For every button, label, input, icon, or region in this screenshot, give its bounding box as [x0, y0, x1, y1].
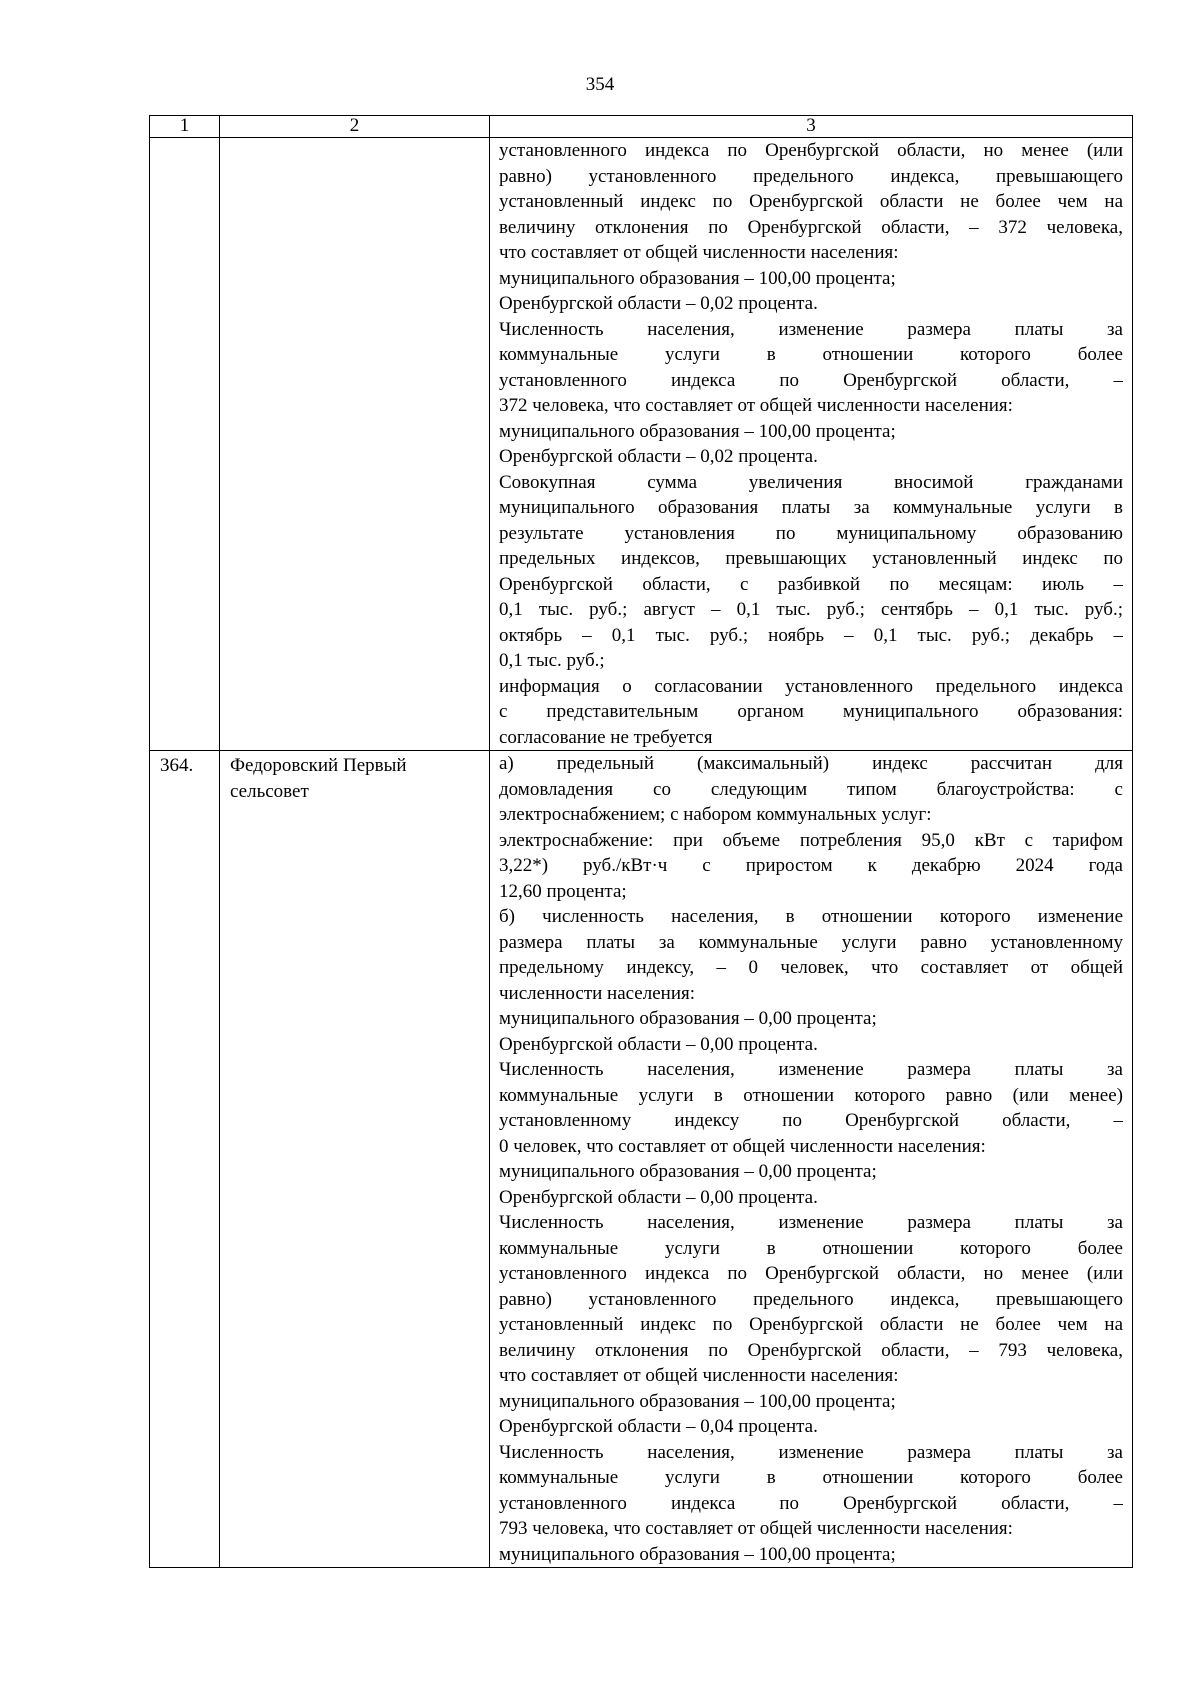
text-line: установленного индекса по Оренбургской области, но менее (или — [499, 1263, 1123, 1284]
text-line: равно) установленного предельного индекса, превышающего — [499, 165, 1123, 187]
text-line: домовладения со следующим типом благоустройства: с — [499, 778, 1123, 800]
text-line: Оренбургской области – 0,04 процента. — [499, 1416, 818, 1437]
municipality-name-cell — [220, 138, 490, 751]
text-line: электроснабжением; с набором коммунальных услуг: — [499, 804, 932, 825]
text-line: 793 человека, что составляет от общей численности населения: — [499, 1518, 1013, 1539]
text-line: коммунальные услуги в отношении которого более — [499, 1237, 1123, 1259]
row-number-cell — [150, 138, 220, 751]
header-cell-1: 1 — [150, 116, 220, 138]
text-line: б) численность населения, в отношении которого изменение — [499, 906, 1123, 927]
text-line: Оренбургской области – 0,00 процента. — [499, 1186, 818, 1208]
text-line: установленного индекса по Оренбургской области, но менее (или — [499, 140, 1123, 161]
municipality-name-cell: Федоровский Первый сельсовет — [220, 751, 490, 1568]
text-line: Оренбургской области, с разбивкой по месяцам: июль – — [499, 573, 1123, 595]
header-cell-3: 3 — [490, 116, 1133, 138]
text-line: что составляет от общей численности населения: — [499, 242, 899, 263]
text-line: 12,60 процента; — [499, 880, 627, 902]
text-line: Численность населения, изменение размера платы за — [499, 1441, 1123, 1463]
text-line: Оренбургской области – 0,02 процента. — [499, 293, 818, 314]
text-line: установленного индекса по Оренбургской области, – — [499, 369, 1123, 391]
document-table — [149, 115, 1133, 1568]
text-line: а) предельный (максимальный) индекс рассчитан для — [499, 753, 1123, 774]
text-line: 0,1 тыс. руб.; — [499, 650, 605, 671]
text-line: величину отклонения по Оренбургской области, – 793 человека, — [499, 1339, 1123, 1361]
text-line: муниципального образования платы за коммунальные услуги в — [499, 497, 1123, 518]
text-line: муниципального образования – 0,00 процента; — [499, 1008, 877, 1029]
row-number-cell: 364. — [150, 751, 220, 1568]
text-line: равно) установленного предельного индекса, превышающего — [499, 1288, 1123, 1310]
page-number: 354 — [585, 74, 615, 95]
text-line: муниципального образования – 100,00 процента; — [499, 1390, 896, 1412]
text-line: Совокупная сумма увеличения вносимой гражданами — [499, 471, 1123, 493]
text-line: установленного индекса по Оренбургской области, – — [499, 1492, 1123, 1514]
header-cell-2: 2 — [220, 116, 490, 138]
description-text — [499, 751, 1123, 1567]
text-line: электроснабжение: при объеме потребления 95,0 кВт с тарифом — [499, 829, 1123, 851]
description-cell — [490, 138, 1133, 751]
text-line: согласование не требуется — [499, 726, 713, 748]
text-line: 0 человек, что составляет от общей численности населения: — [499, 1135, 986, 1157]
text-line: муниципального образования – 0,00 процента; — [499, 1161, 877, 1182]
text-line: численности населения: — [499, 982, 696, 1004]
text-line: информация о согласовании установленного предельного индекса — [499, 675, 1123, 697]
text-line: что составляет от общей численности населения: — [499, 1365, 899, 1386]
text-line: Численность населения, изменение размера платы за — [499, 1212, 1123, 1233]
text-line: Оренбургской области – 0,00 процента. — [499, 1033, 818, 1055]
text-line: муниципального образования – 100,00 процента; — [499, 420, 896, 442]
text-line: коммунальные услуги в отношении которого более — [499, 1467, 1123, 1488]
description-cell — [490, 751, 1133, 1568]
text-line: муниципального образования – 100,00 процента; — [499, 1543, 896, 1565]
text-line: муниципального образования – 100,00 процента; — [499, 267, 896, 289]
text-line: установленный индекс по Оренбургской области не более чем на — [499, 191, 1123, 212]
table-row — [150, 751, 1133, 1568]
text-line: величину отклонения по Оренбургской области, – 372 человека, — [499, 216, 1123, 238]
text-line: Оренбургской области – 0,02 процента. — [499, 446, 818, 467]
text-line: с представительным органом муниципального образования: — [499, 701, 1123, 722]
table-row — [150, 138, 1133, 751]
text-line: результате установления по муниципальному образованию — [499, 522, 1123, 544]
text-line: 372 человека, что составляет от общей численности населения: — [499, 395, 1013, 416]
text-line: 3,22*) руб./кВт·ч с приростом к декабрю 2024 года — [499, 855, 1123, 876]
text-line: коммунальные услуги в отношении которого равно (или менее) — [499, 1084, 1123, 1106]
text-line: Численность населения, изменение размера платы за — [499, 1059, 1123, 1080]
text-line: размера платы за коммунальные услуги равно установленному — [499, 931, 1123, 953]
text-line: установленному индексу по Оренбургской области, – — [499, 1110, 1123, 1131]
text-line: Численность населения, изменение размера платы за — [499, 318, 1123, 340]
table-header-row — [150, 116, 1133, 138]
text-line: 0,1 тыс. руб.; август – 0,1 тыс. руб.; сентябрь – 0,1 тыс. руб.; — [499, 599, 1123, 620]
text-line: предельному индексу, – 0 человек, что составляет от общей — [499, 957, 1123, 978]
text-line: предельных индексов, превышающих установленный индекс по — [499, 548, 1123, 569]
text-line: коммунальные услуги в отношении которого более — [499, 344, 1123, 365]
text-line: октябрь – 0,1 тыс. руб.; ноябрь – 0,1 тыс. руб.; декабрь – — [499, 624, 1123, 646]
text-line: установленный индекс по Оренбургской области не более чем на — [499, 1314, 1123, 1335]
description-text — [499, 138, 1123, 750]
